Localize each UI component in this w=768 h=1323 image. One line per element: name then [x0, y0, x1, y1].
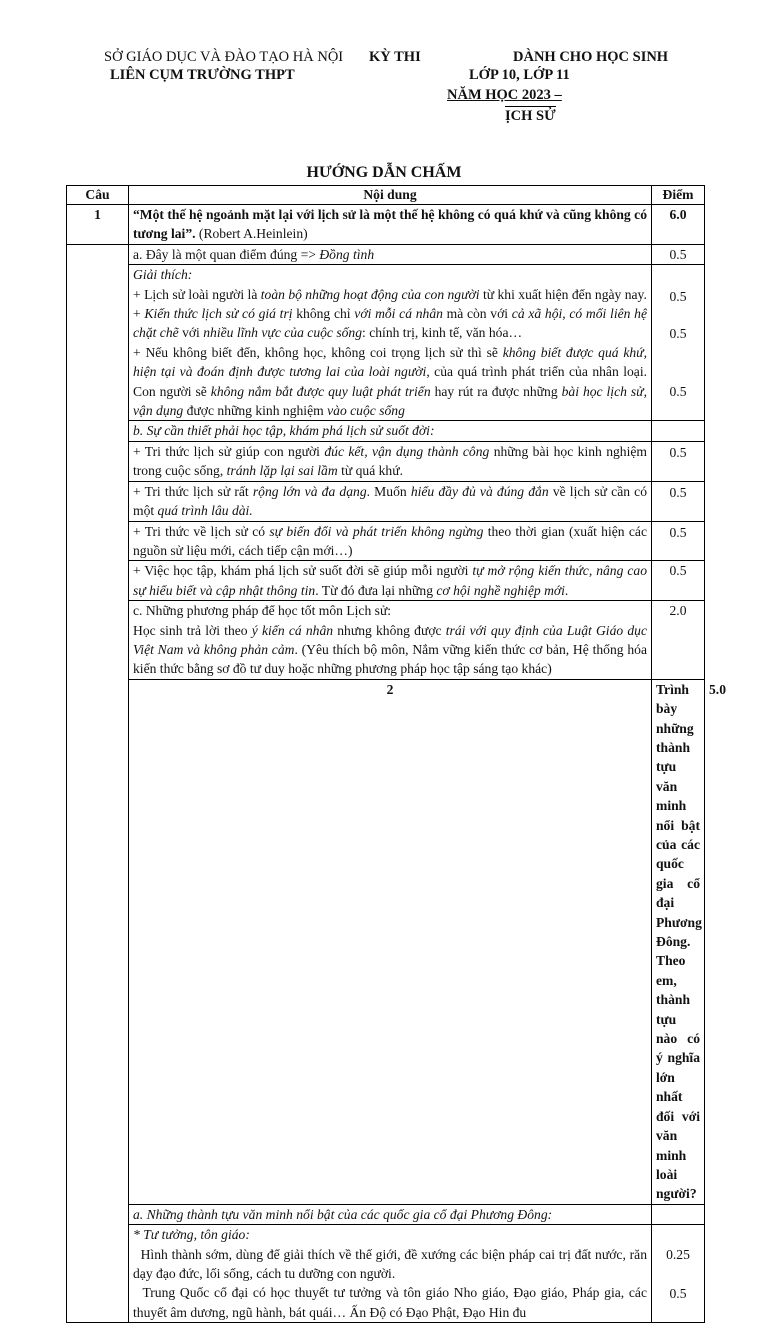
grades-label: LỚP 10, LỚP 11 [469, 67, 570, 83]
question-cell-empty [67, 244, 129, 1322]
table-row [67, 601, 705, 680]
table-row [67, 421, 705, 441]
answer-a: a. Đây là một quan điểm đúng => Đồng tình [129, 244, 652, 264]
table-row [67, 1225, 705, 1323]
col-header-question: Câu [67, 186, 129, 205]
col-header-content: Nội dung [129, 186, 652, 205]
score-cell: 0.5 [652, 244, 705, 264]
department-name: SỞ GIÁO DỤC VÀ ĐÀO TẠO HÀ NỘI [104, 49, 344, 65]
score-cell: 0.5 [652, 441, 705, 481]
col-header-score: Điểm [652, 186, 705, 205]
grading-table [66, 185, 726, 1323]
question-number: 2 [129, 679, 652, 1204]
score-cell: 0.5 [652, 481, 705, 521]
answer-b3: + Tri thức về lịch sử có sự biến đổi và phát triển không ngừng theo thời gian (xuất hiện các nguồn sử liệu mới, cách tiếp cận mới…) [129, 521, 652, 561]
table-header-row [67, 186, 705, 205]
table-row [67, 205, 705, 245]
score-cell: 0.5 [652, 561, 705, 601]
total-score: 6.0 [652, 205, 705, 245]
exam-label: KỲ THI [369, 49, 421, 65]
table-row [67, 521, 705, 561]
score-cell: 0.25 0.5 [652, 1225, 705, 1323]
score-cell: 0.5 [652, 521, 705, 561]
answer-b2: + Tri thức lịch sử rất rộng lớn và đa dạng. Muốn hiểu đầy đủ và đúng đắn về lịch sử cần có một quá trình lâu dài. [129, 481, 652, 521]
table-row [67, 561, 705, 601]
question-number: 1 [67, 205, 129, 245]
explanation-block: Giải thích: + Lịch sử loài người là toàn bộ những hoạt động của con người từ khi xuất hiện đến ngày nay. + Kiến thức lịch sử có giá trị không chỉ với mỗi cá nhân mà còn với cả xã hội, có mối liên hệ chặt chẽ với nhiều lĩnh vực của cuộc sống: chính trị, kinh tế, văn hóa… + Nếu không biết đến, không học, không coi trọng lịch sử thì sẽ không biết được quá khứ, hiện tại và đoán định được tương lai của loài người, của quá trình phát triển của nhân loại. Con người sẽ không nắm bắt được quy luật phát triển hay rút ra được những bài học lịch sử, vận dụng được những kinh nghiệm vào cuộc sống [129, 265, 652, 421]
subject-label: ỊCH SỬ [505, 108, 556, 124]
section-a-heading: a. Những thành tựu văn minh nổi bật của các quốc gia cổ đại Phương Đông: [129, 1204, 652, 1224]
doc-title: HƯỚNG DẪN CHẤM [306, 164, 462, 181]
score-cell: 0.5 0.5 0.5 [652, 265, 705, 421]
table-row [67, 441, 705, 481]
table-row [67, 244, 705, 264]
section-b-heading: b. Sự cần thiết phải học tập, khám phá lịch sử suốt đời: [129, 421, 652, 441]
answer-b4: + Việc học tập, khám phá lịch sử suốt đời sẽ giúp mỗi người tự mở rộng kiến thức, nâng cao sự hiểu biết và cập nhật thông tin. Từ đó đưa lại những cơ hội nghề nghiệp mới. [129, 561, 652, 601]
score-cell: 2.0 [652, 601, 705, 680]
answer-a-ideology: * Tư tưởng, tôn giáo: Hình thành sớm, dùng để giải thích về thế giới, đề xướng các biện pháp cai trị đất nước, răn dạy đạo đức, lối sống, cách tu dưỡng con người. Trung Quốc cổ đại có học thuyết tư tưởng và tôn giáo Nho giáo, Đạo giáo, Pháp gia, các thuyết âm dương, ngũ hành, bát quái… Ấn Độ có Đạo Phật, Đạo Hin đu [129, 1225, 652, 1323]
school-year-label: NĂM HỌC 2023 – [447, 87, 562, 103]
for-students-label: DÀNH CHO HỌC SINH [513, 49, 669, 65]
table-row [67, 481, 705, 521]
answer-b1: + Tri thức lịch sử giúp con người đúc kết, vận dụng thành công những bài học kinh nghiệm trong cuộc sống, tránh lặp lại sai lầm từ quá khứ. [129, 441, 652, 481]
answer-c: c. Những phương pháp để học tốt môn Lịch sử: Học sinh trả lời theo ý kiến cá nhân nhưng không được trái với quy định của Luật Giáo dục Việt Nam và không phản cảm. (Yêu thích bộ môn, Nắm vững kiến thức cơ bản, Hệ thống hóa kiến thức bằng sơ đồ tư duy hoặc những phương pháp học tập sáng tạo khác) [129, 601, 652, 680]
table-row [67, 265, 705, 421]
question-text: “Một thế hệ ngoảnh mặt lại với lịch sử là một thế hệ không có quá khứ và cũng không có tương lai”. (Robert A.Heinlein) [129, 205, 652, 245]
question-text: Trình bày những thành tựu văn minh nổi bật của các quốc gia cổ đại Phương Đông. Theo em, thành tựu nào có ý nghĩa lớn nhất đối với văn minh loài người? [652, 679, 705, 1204]
cluster-name: LIÊN CỤM TRƯỜNG THPT [110, 67, 295, 83]
score-cell-empty [652, 421, 705, 441]
table-row: 2 Trình bày những thành tựu văn minh nổi bật của các quốc gia cổ đại Phương Đông. Theo em, thành tựu nào có ý nghĩa lớn nhất đối với văn minh loài người? 5.0 [67, 679, 705, 1204]
score-cell-empty [652, 1204, 705, 1224]
table-row [67, 1204, 705, 1224]
